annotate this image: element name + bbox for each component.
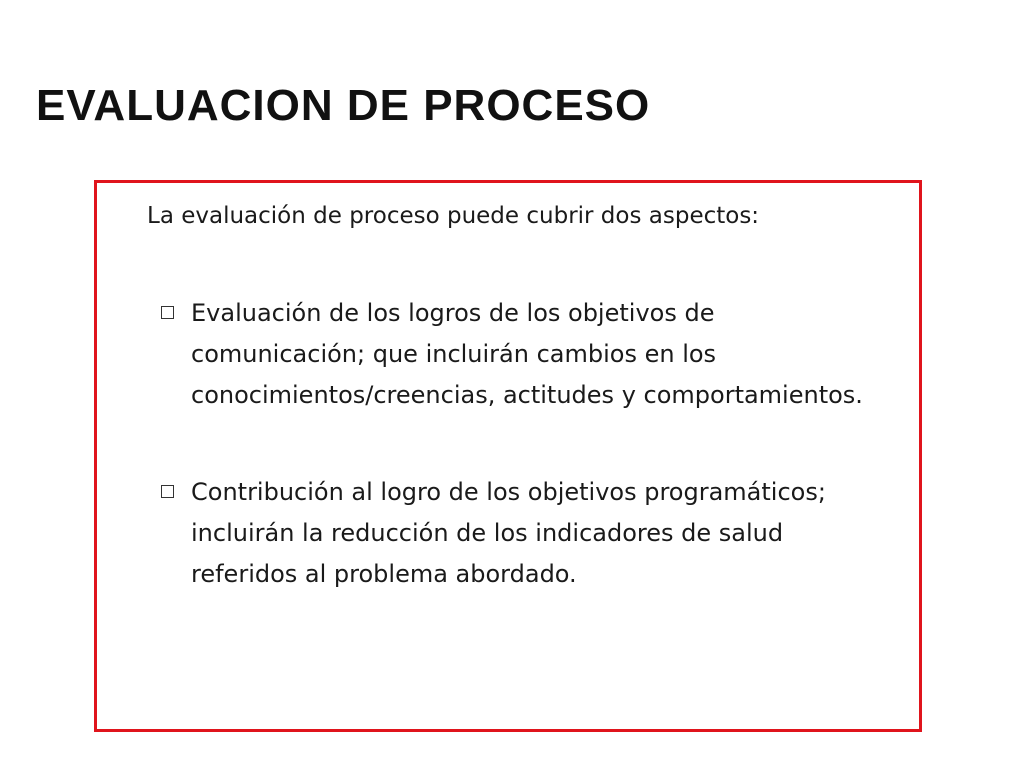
intro-text: La evaluación de proceso puede cubrir dos aspectos:	[147, 203, 760, 229]
bullet-text: Evaluación de los logros de los objetivos de comunicación; que incluirán cambios en los conocimientos/creencias, actitudes y comportamientos.	[191, 299, 863, 409]
square-bullet-icon	[161, 485, 174, 498]
content-frame	[94, 180, 922, 732]
slide-title: EVALUACION DE PROCESO	[36, 81, 651, 130]
square-bullet-icon	[161, 306, 174, 319]
bullet-item	[159, 472, 879, 595]
bullet-item	[159, 293, 879, 416]
bullet-text: Contribución al logro de los objetivos programáticos; incluirán la reducción de los indicadores de salud referidos al problema abordado.	[191, 478, 826, 588]
bullet-list	[159, 293, 879, 651]
